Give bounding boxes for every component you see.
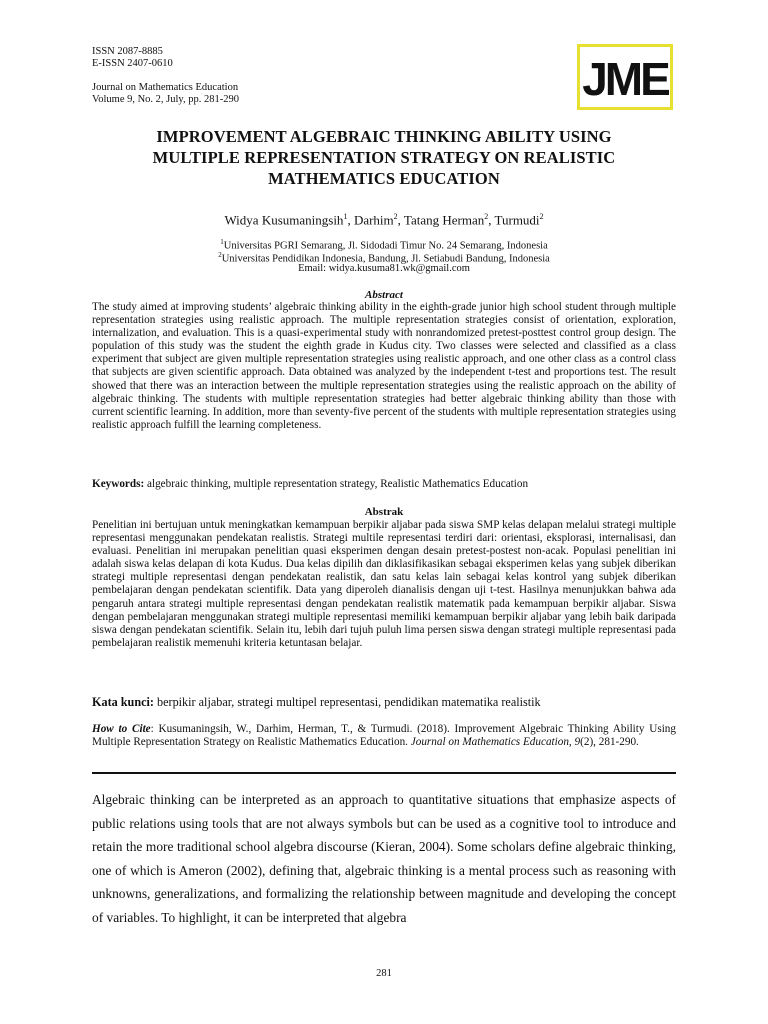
author-name: Tatang Herman bbox=[403, 212, 485, 228]
author-name: Turmudi bbox=[494, 212, 540, 228]
author-list: Widya Kusumaningsih$^1$, Darhim$^2$, Tatang Herman$^2$, Turmudi$^2$ bbox=[224, 212, 544, 228]
abstrak-heading: Abstrak bbox=[364, 506, 404, 518]
author-name: Widya Kusumaningsih bbox=[224, 212, 344, 228]
contact-email: Email: widya.kusuma81.wk@gmail.com bbox=[298, 263, 470, 274]
journal-name: Journal on Mathematics Education bbox=[92, 82, 239, 93]
page-number: 281 bbox=[376, 968, 392, 979]
how-to-cite: How to Cite: Kusumaningsih, W., Darhim, Herman, T., & Turmudi. (2018). Improvement Algebraic Thinking Ability Using Multiple Representation Strategy on Realistic Mathematics Education. Journal on Mathematics Education, 9(2), 281-290. bbox=[92, 723, 676, 749]
author-name: Darhim bbox=[353, 212, 394, 228]
eissn: E-ISSN 2407-0610 bbox=[92, 58, 173, 69]
journal-volume: Volume 9, No. 2, July, pp. 281-290 bbox=[92, 94, 239, 105]
journal-logo bbox=[577, 44, 673, 110]
affiliation-1: $^1$Universitas PGRI Semarang, Jl. Sidodadi Timur No. 24 Semarang, Indonesia bbox=[220, 238, 548, 252]
kata-kunci: Kata kunci: berpikir aljabar, strategi multipel representasi, pendidikan matematika realistik bbox=[92, 695, 541, 709]
issn: ISSN 2087-8885 bbox=[92, 46, 163, 57]
title-line-1: IMPROVEMENT ALGEBRAIC THINKING ABILITY USING bbox=[156, 127, 612, 146]
body-paragraph: Algebraic thinking can be interpreted as an approach to quantitative situations that emphasize aspects of public relations using tools that are not always symbols but can be used as a cognitive tool to introduce and retain the more traditional school algebra discourse (Kieran, 2004). Some scholars define algebraic thinking, one of which is Ameron (2002), defining that, algebraic thinking is a mental process such as reasoning with unknowns, generalizations, and formalizing the relationship between magnitude and developing the concept of variables. To highlight, it can be interpreted that algebra bbox=[92, 792, 676, 925]
title-line-2: MULTIPLE REPRESENTATION STRATEGY ON REALISTIC bbox=[152, 148, 616, 167]
abstrak-text: Penelitian ini bertujuan untuk meningkatkan kemampuan berpikir aljabar pada siswa SMP kelas delapan melalui strategi multiple representasi menggunakan pendekatan realistis. Strategi multile representasi terdiri dari: orientasi, eksplorasi, internalisasi, dan evaluasi. Penelitian ini merupakan penelitian quasi eksperimen dengan desain pretest-postest non-acak. Populasi penelitian ini adalah siswa kelas delapan di kota Kudus. Dua kelas dipilih dan diklasifikasikan sebagai eksperimen kelas yang subjek diberikan strategi multiple representasi dengan pendekatan realistik, dan satu kelas lain sebagai kelas kontrol yang subjek diberikan pembelajaran dengan pendekatan scientifik. Data yang diperoleh dianalisis dengan uji t-test. Hasilnya menunjukkan bahwa ada pengaruh antara strategi multiple representasi dengan pendekatan realistik matematik pada kemampuan berpikir aljabar. Siswa dengan pembelajaran menggunakan strategi multiple representasi memiliki kemampuan berpikir aljabar yang lebih baik daripada siswa dengan pendekatan scientifik. Selain itu, lebih dari tujuh puluh lima persen siswa dengan strategi multiple representasi pada pembelajaran realistik memenuhi kriteria ketuntasan belajar. bbox=[92, 519, 676, 649]
affiliation-2: $^2$Universitas Pendidikan Indonesia, Bandung, Jl. Setiabudi Bandung, Indonesia bbox=[218, 251, 550, 265]
author-sup: 2 bbox=[539, 212, 544, 221]
section-divider bbox=[92, 772, 676, 774]
jme-logo-icon bbox=[580, 47, 670, 107]
abstract-heading: Abstract bbox=[365, 289, 403, 301]
title-line-3: MATHEMATICS EDUCATION bbox=[268, 169, 500, 188]
abstract-text: The study aimed at improving students’ algebraic thinking ability in the eighth-grade junior high school student through multiple representation strategies using realistic approach. The multiple representation strategies consist of orientation, exploration, internalization, and evaluation. This is a quasi-experimental study with nonrandomized pretest-posttest control group design. The population of this study was the student the eighth grade in Kudus city. Two classes were selected and classified as a class experiment that subject are given multiple representation strategies using realistic approach, and one other class as a control class that subjects are given scientific approach. Data obtained was analyzed by the independent t-test and proportions test. The result showed that there was an interaction between the multiple representation strategies using the realistic approach on the ability of algebraic thinking. The students with multiple representation strategies had better algebraic thinking ability than those with current scientific learning. In addition, more than seventy-five percent of the students with multiple representation strategies using realistic approach fulfill the learning completeness. bbox=[92, 301, 676, 431]
keywords: Keywords: algebraic thinking, multiple representation strategy, Realistic Mathematics Education bbox=[92, 478, 529, 490]
author-sup: 2 bbox=[484, 212, 489, 221]
author-sup: 2 bbox=[393, 212, 398, 221]
author-sup: 1 bbox=[343, 212, 348, 221]
logo-lettering: JME bbox=[582, 53, 668, 105]
paper-title bbox=[92, 126, 676, 189]
